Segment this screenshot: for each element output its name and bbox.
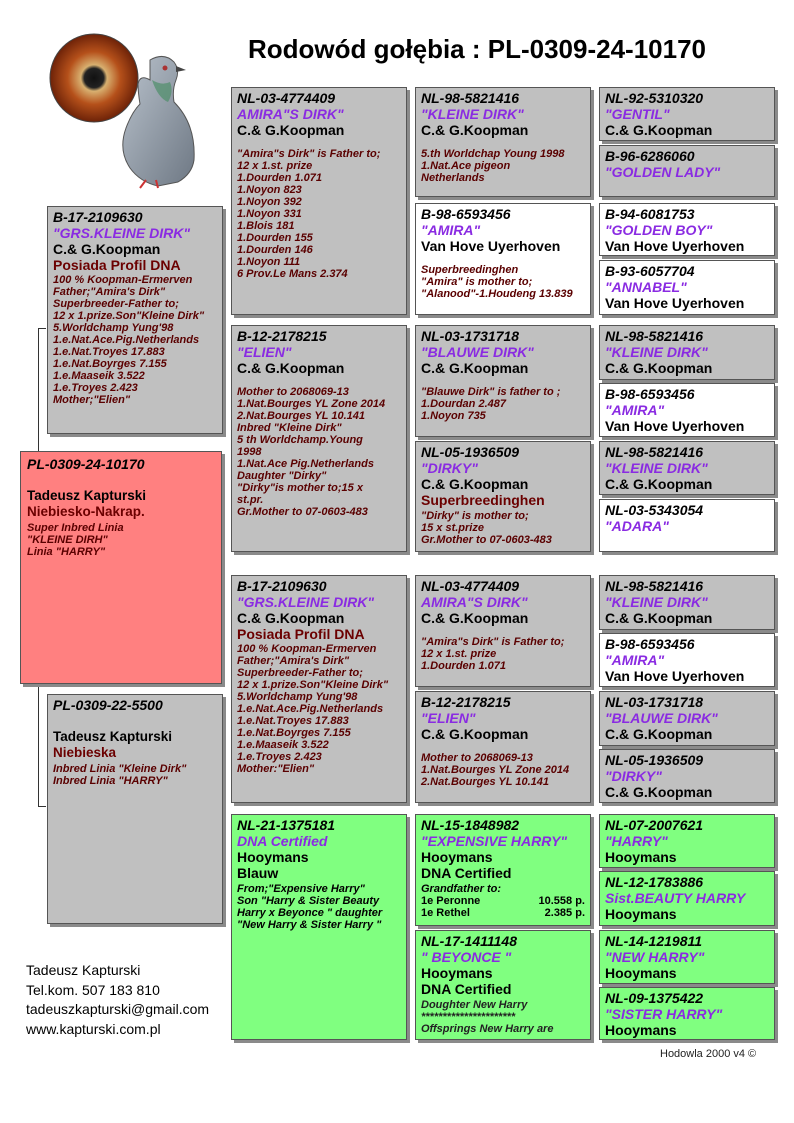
pigeon-name: "KLEINE DIRK" <box>605 344 708 360</box>
ring-number: NL-12-1783886 <box>605 874 704 890</box>
father-extra: Posiada Profil DNA <box>53 257 181 273</box>
pigeon-name: "EXPENSIVE HARRY" <box>421 833 568 849</box>
breeder: Van Hove Uyerhoven <box>605 295 745 311</box>
mother-card <box>47 694 223 924</box>
mfm-card <box>415 691 591 803</box>
breeder: Van Hove Uyerhoven <box>605 238 745 254</box>
breeder: Van Hove Uyerhoven <box>605 418 745 434</box>
mother-notes: Inbred Linia "Kleine Dirk" Inbred Linia "HARRY" <box>53 763 187 787</box>
breeder: C.& G.Koopman <box>421 360 529 376</box>
pigeon-name: "GRS.KLEINE DIRK" <box>237 594 374 610</box>
mother-color: Niebieska <box>53 745 117 760</box>
breeder: Hooymans <box>237 849 309 865</box>
pigeon-name: AMIRA"S DIRK" <box>421 594 528 610</box>
ring-number: NL-92-5310320 <box>605 90 704 106</box>
fmm-card <box>415 441 591 552</box>
mmf-card <box>415 814 591 926</box>
mother-ring-number: PL-0309-22-5500 <box>53 697 163 713</box>
contact-block <box>26 961 209 1039</box>
g4-card <box>599 383 775 437</box>
ring-number: NL-03-5343054 <box>605 502 704 518</box>
father-card <box>47 206 223 434</box>
pigeon-name: "GOLDEN LADY" <box>605 164 721 180</box>
extra: Posiada Profil DNA <box>237 626 365 642</box>
ring-number: B-93-6057704 <box>605 263 695 279</box>
notes: "Amira"s Dirk" is Father to; 12 x 1.st. prize 1.Dourden 1.071 1.Noyon 823 1.Noyon 392 1.Noyon 331 1.Blois 181 1.Dourden 155 1.Dourden 146 1.Noyon 111 6 Prov.Le Mans 2.374 <box>237 148 381 280</box>
connector-line <box>38 328 46 329</box>
fmf-card <box>415 325 591 437</box>
ring-number: NL-98-5821416 <box>605 444 704 460</box>
notes: "Amira"s Dirk" is Father to; 12 x 1.st. prize 1.Dourden 1.071 <box>421 636 565 672</box>
ring-number: NL-14-1219811 <box>605 933 703 949</box>
connector-line <box>38 806 46 807</box>
g4-card <box>599 575 775 630</box>
father-ring-number: B-17-2109630 <box>53 209 143 225</box>
g4-card <box>599 814 775 868</box>
breeder: C.& G.Koopman <box>237 360 345 376</box>
breeder: C.& G.Koopman <box>605 610 713 626</box>
pigeon-name: Sist.BEAUTY HARRY <box>605 890 746 906</box>
pigeon-name: "GOLDEN BOY" <box>605 222 713 238</box>
pigeon-name: "BLAUWE DIRK" <box>605 710 718 726</box>
pigeon-name: "DIRKY" <box>421 460 478 476</box>
pigeon-name: "AMIRA" <box>605 402 665 418</box>
ring-number: B-94-6081753 <box>605 206 695 222</box>
ring-number: NL-03-1731718 <box>421 328 520 344</box>
pigeon-name: DNA Certified <box>237 833 328 849</box>
g4-card <box>599 871 775 926</box>
ff-card <box>231 87 407 315</box>
breeder: C.& G.Koopman <box>421 122 529 138</box>
ring-number: B-17-2109630 <box>237 578 327 594</box>
main-notes: Super Inbred Linia "KLEINE DIRH" Linia "HARRY" <box>27 522 124 558</box>
breeder: Hooymans <box>605 906 677 922</box>
pigeon-name: "KLEINE DIRK" <box>605 594 708 610</box>
ring-number: B-96-6286060 <box>605 148 695 164</box>
notes: "Dirky" is mother to; 15 x st.prize Gr.Mother to 07-0603-483 <box>421 510 552 546</box>
footer-version: Hodowla 2000 v4 © <box>660 1048 757 1060</box>
contact-website[interactable]: www.kapturski.com.pl <box>26 1020 161 1037</box>
breeder: C.& G.Koopman <box>237 122 345 138</box>
ring-number: NL-05-1936509 <box>421 444 520 460</box>
g4-card <box>599 441 775 495</box>
ring-number: NL-98-5821416 <box>421 90 520 106</box>
ring-number: NL-07-2007621 <box>605 817 704 833</box>
main-owner: Tadeusz Kapturski <box>27 488 147 503</box>
father-notes: 100 % Koopman-Ermerven Father;"Amira's Dirk" Superbreeder-Father to; 12 x 1.prize.Son"Kleine Dirk" 5.Worldchamp Yung'98 1.e.Nat.Ace.Pig.Netherlands 1.e.Nat.Troyes 17.883 1.e.Nat.Boyrges 7.155 1.e.Maaseik 3.522 1.e.Troyes 2.423 Mother;"Elien" <box>53 274 205 406</box>
pigeon-name: "ELIEN" <box>421 710 476 726</box>
breeder: Hooymans <box>605 965 677 981</box>
pigeon-name: "HARRY" <box>605 833 668 849</box>
breeder: C.& G.Koopman <box>421 610 529 626</box>
breeder: Hooymans <box>421 849 493 865</box>
breeder: C.& G.Koopman <box>237 610 345 626</box>
mm-card <box>231 814 407 1040</box>
breeder: C.& G.Koopman <box>421 726 529 742</box>
pigeon-name: "AMIRA" <box>421 222 481 238</box>
g4-card <box>599 930 775 984</box>
pigeon-name: "BLAUWE DIRK" <box>421 344 534 360</box>
breeder: C.& G.Koopman <box>605 476 713 492</box>
pigeon-name: "KLEINE DIRK" <box>605 460 708 476</box>
g4-card <box>599 260 775 315</box>
connector-line <box>38 682 39 806</box>
ring-number: B-98-6593456 <box>421 206 511 222</box>
ring-number: NL-03-1731718 <box>605 694 704 710</box>
breeder: C.& G.Koopman <box>605 122 713 138</box>
pigeon-name: "ELIEN" <box>237 344 292 360</box>
notes: 5.th Worldchap Young 1998 1.Nat.Ace pigeon Netherlands <box>421 148 565 184</box>
ring-number: NL-03-4774409 <box>237 90 336 106</box>
ring-number: NL-21-1375181 <box>237 817 336 833</box>
breeder: C.& G.Koopman <box>421 476 529 492</box>
ring-number: NL-98-5821416 <box>605 578 704 594</box>
notes: Superbreedinghen "Amira" is mother to; "Alanood"-1.Houdeng 13.839 <box>421 264 573 300</box>
g4-card <box>599 87 775 141</box>
g4-card <box>599 749 775 803</box>
pigeon-name: " BEYONCE " <box>421 949 512 965</box>
mmm-card <box>415 930 591 1040</box>
pigeon-name: "GENTIL" <box>605 106 670 122</box>
g4-card <box>599 325 775 380</box>
contact-phone: Tel.kom. 507 183 810 <box>26 981 160 998</box>
ring-number: NL-98-5821416 <box>605 328 704 344</box>
mother-owner: Tadeusz Kapturski <box>53 729 173 744</box>
pigeon-logo <box>42 30 202 190</box>
extra: DNA Certified <box>421 865 512 881</box>
g4-card <box>599 633 775 687</box>
pigeon-name: "KLEINE DIRK" <box>421 106 524 122</box>
ring-number: NL-15-1848982 <box>421 817 520 833</box>
pigeon-name: "SISTER HARRY" <box>605 1006 723 1022</box>
breeder: C.& G.Koopman <box>605 784 713 800</box>
g4-card <box>599 203 775 256</box>
main-color: Niebiesko-Nakrap. <box>27 504 145 519</box>
notes: "Blauwe Dirk" is father to ; 1.Dourdan 2.487 1.Noyon 735 <box>421 386 561 422</box>
father-breeder: C.& G.Koopman <box>53 241 161 257</box>
ring-number: B-98-6593456 <box>605 386 695 402</box>
notes: 100 % Koopman-Ermerven Father;"Amira's Dirk" Superbreeder-Father to; 12 x 1.prize.Son"Kleine Dirk" 5.Worldchamp Yung'98 1.e.Nat.Ace.Pig.Netherlands 1.e.Nat.Troyes 17.883 1.e.Nat.Boyrges 7.155 1.e.Maaseik 3.522 1.e.Troyes 2.423 Mother:"Elien" <box>237 643 389 775</box>
ring-number: NL-03-4774409 <box>421 578 520 594</box>
ffm-card <box>415 203 591 315</box>
main-pigeon-card <box>20 451 222 684</box>
breeder: C.& G.Koopman <box>605 726 713 742</box>
extra: DNA Certified <box>421 981 512 997</box>
contact-name: Tadeusz Kapturski <box>26 962 141 978</box>
pigeon-name: "AMIRA" <box>605 652 665 668</box>
father-name: "GRS.KLEINE DIRK" <box>53 225 190 241</box>
ring-number: NL-09-1375422 <box>605 990 704 1006</box>
breeder: Hooymans <box>605 1022 677 1038</box>
breeder: Van Hove Uyerhoven <box>421 238 561 254</box>
ring-number: B-12-2178215 <box>421 694 511 710</box>
breeder: C.& G.Koopman <box>605 360 713 376</box>
notes: Mother to 2068069-13 1.Nat.Bourges YL Zone 2014 2.Nat.Bourges YL 10.141 <box>421 752 570 788</box>
pigeon-name: "ANNABEL" <box>605 279 687 295</box>
main-ring-number: PL-0309-24-10170 <box>27 456 145 472</box>
connector-line <box>38 328 39 453</box>
pigeon-name: "DIRKY" <box>605 768 662 784</box>
ring-number: NL-17-1411148 <box>421 933 517 949</box>
breeder: Van Hove Uyerhoven <box>605 668 745 684</box>
mf-card <box>231 575 407 803</box>
breeder: Hooymans <box>421 965 493 981</box>
g4-card <box>599 145 775 197</box>
fff-card <box>415 87 591 197</box>
notes: From;"Expensive Harry" Son "Harry & Sister Beauty Harry x Beyonce " daughter "New Harry & Sister Harry " <box>237 883 383 931</box>
ring-number: B-98-6593456 <box>605 636 695 652</box>
fm-card <box>231 325 407 552</box>
pigeon-name: "NEW HARRY" <box>605 949 705 965</box>
notes: Doughter New Harry ********************** Offsprings New Harry are <box>421 999 554 1035</box>
extra: Superbreedinghen <box>421 492 545 508</box>
ring-number: NL-05-1936509 <box>605 752 704 768</box>
g4-card <box>599 499 775 552</box>
page-title: Rodowód gołębia : PL-0309-24-10170 <box>248 34 707 64</box>
g4-card <box>599 987 775 1040</box>
contact-email[interactable]: tadeuszkapturski@gmail.com <box>26 1001 210 1017</box>
mff-card <box>415 575 591 687</box>
extra: Blauw <box>237 865 279 881</box>
notes: Grandfather to: 1e Peronne 10.558 p. 1e Rethel 2.385 p. <box>421 883 585 919</box>
g4-card <box>599 691 775 746</box>
pigeon-name: "ADARA" <box>605 518 669 534</box>
breeder: Hooymans <box>605 849 677 865</box>
notes: Mother to 2068069-13 1.Nat.Bourges YL Zone 2014 2.Nat.Bourges YL 10.141 Inbred "Kleine Dirk" 5 th Worldchamp.Young 1998 1.Nat.Ace Pig.Netherlands Daughter "Dirky" "Dirky"is mother to;15 x st.pr. Gr.Mother to 07-0603-483 <box>237 386 386 518</box>
ring-number: B-12-2178215 <box>237 328 327 344</box>
pigeon-name: AMIRA"S DIRK" <box>237 106 344 122</box>
